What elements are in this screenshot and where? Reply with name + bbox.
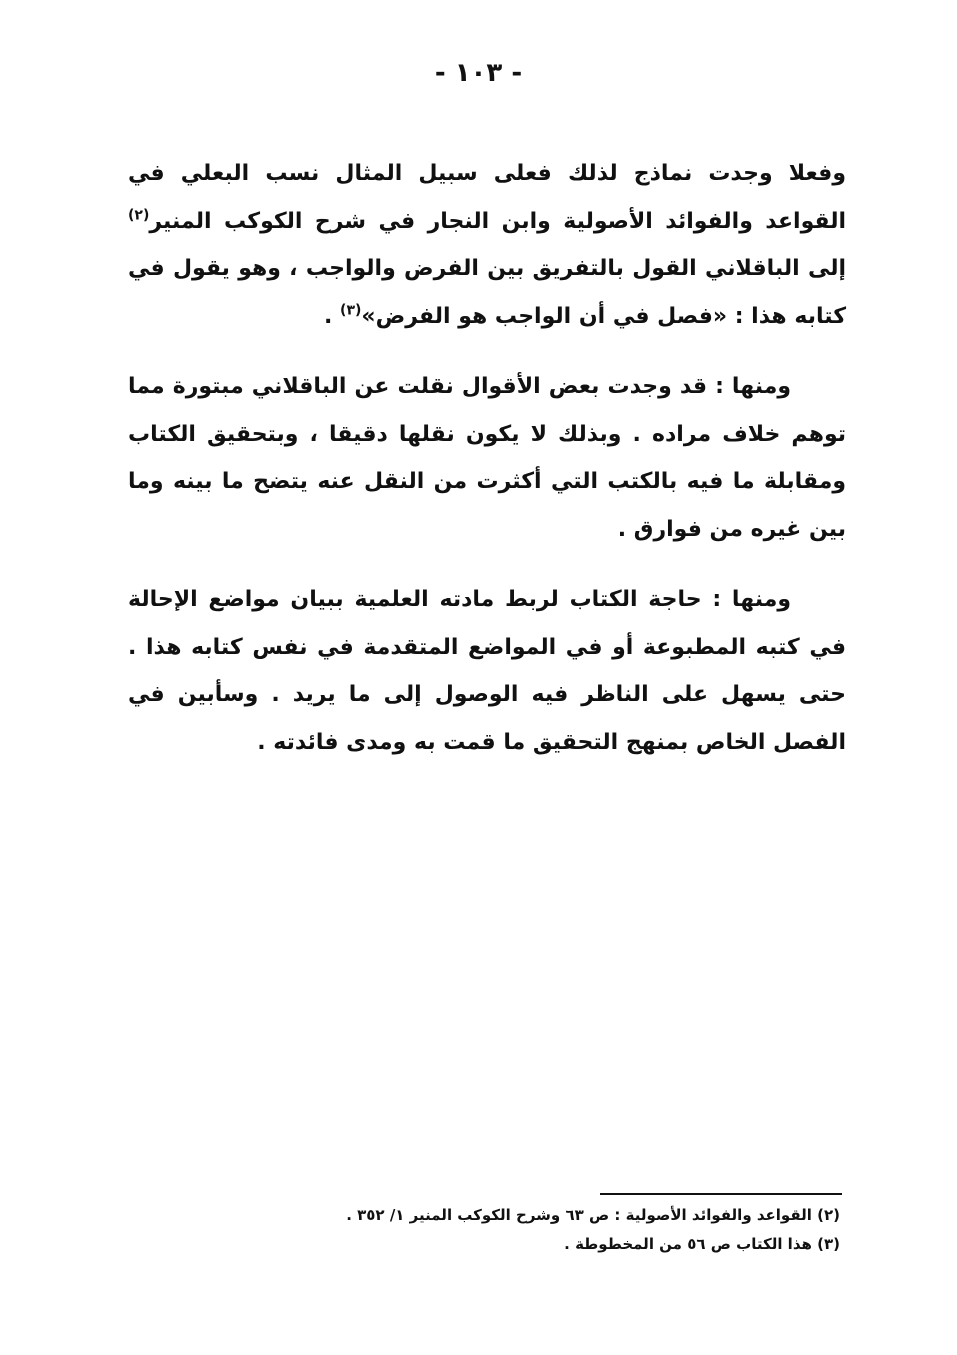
footnotes [200,1201,840,1259]
paragraph-1-part-1: وفعلا وجدت نماذج لذلك فعلى سبيل المثال نسب البعلي في القواعد والفوائد الأصولية وابن النجار في شرح الكوكب المنير [128,161,846,234]
paragraph-2: ومنها : قد وجدت بعض الأقوال نقلت عن الباقلاني مبتورة مما توهم خلاف مراده . وبذلك لا يكون نقلها دقيقا ، وبتحقيق الكتاب ومقابلة ما فيه بالكتب التي أكثرت من النقل عنه يتضح ما بينه وما بين غيره من فوارق . [128,374,846,542]
page-number: - ١٠٣ - [434,58,523,88]
footnote-divider [600,1193,842,1195]
paragraph-1-part-3: . [324,303,341,329]
main-text [128,150,846,789]
paragraph-1 [128,150,846,340]
paragraph-3: ومنها : حاجة الكتاب لربط مادته العلمية ببيان مواضع الإحالة في كتبه المطبوعة أو في المواضع المتقدمة في نفس كتابه هذا . حتى يسهل على الناظر فيه الوصول إلى ما يريد . وسأبين في الفصل الخاص بمنهج التحقيق ما قمت به ومدى فائدته . [128,587,846,755]
footnote-2: (٢) القواعد والفوائد الأصولية : ص ٦٣ وشرح الكوكب المنير ١/ ٣٥٢ . [346,1206,840,1224]
paragraph-1-part-2: إلى الباقلاني القول بالتفريق بين الفرض والواجب ، وهو يقول في كتابه هذا : «فصل في أن الواجب هو الفرض» [128,256,846,329]
footnote-3: (٣) هذا الكتاب ص ٥٦ من المخطوطة . [564,1235,840,1253]
footnote-ref-3: (٣) [340,302,362,319]
footnote-ref-2: (٢) [128,207,150,224]
